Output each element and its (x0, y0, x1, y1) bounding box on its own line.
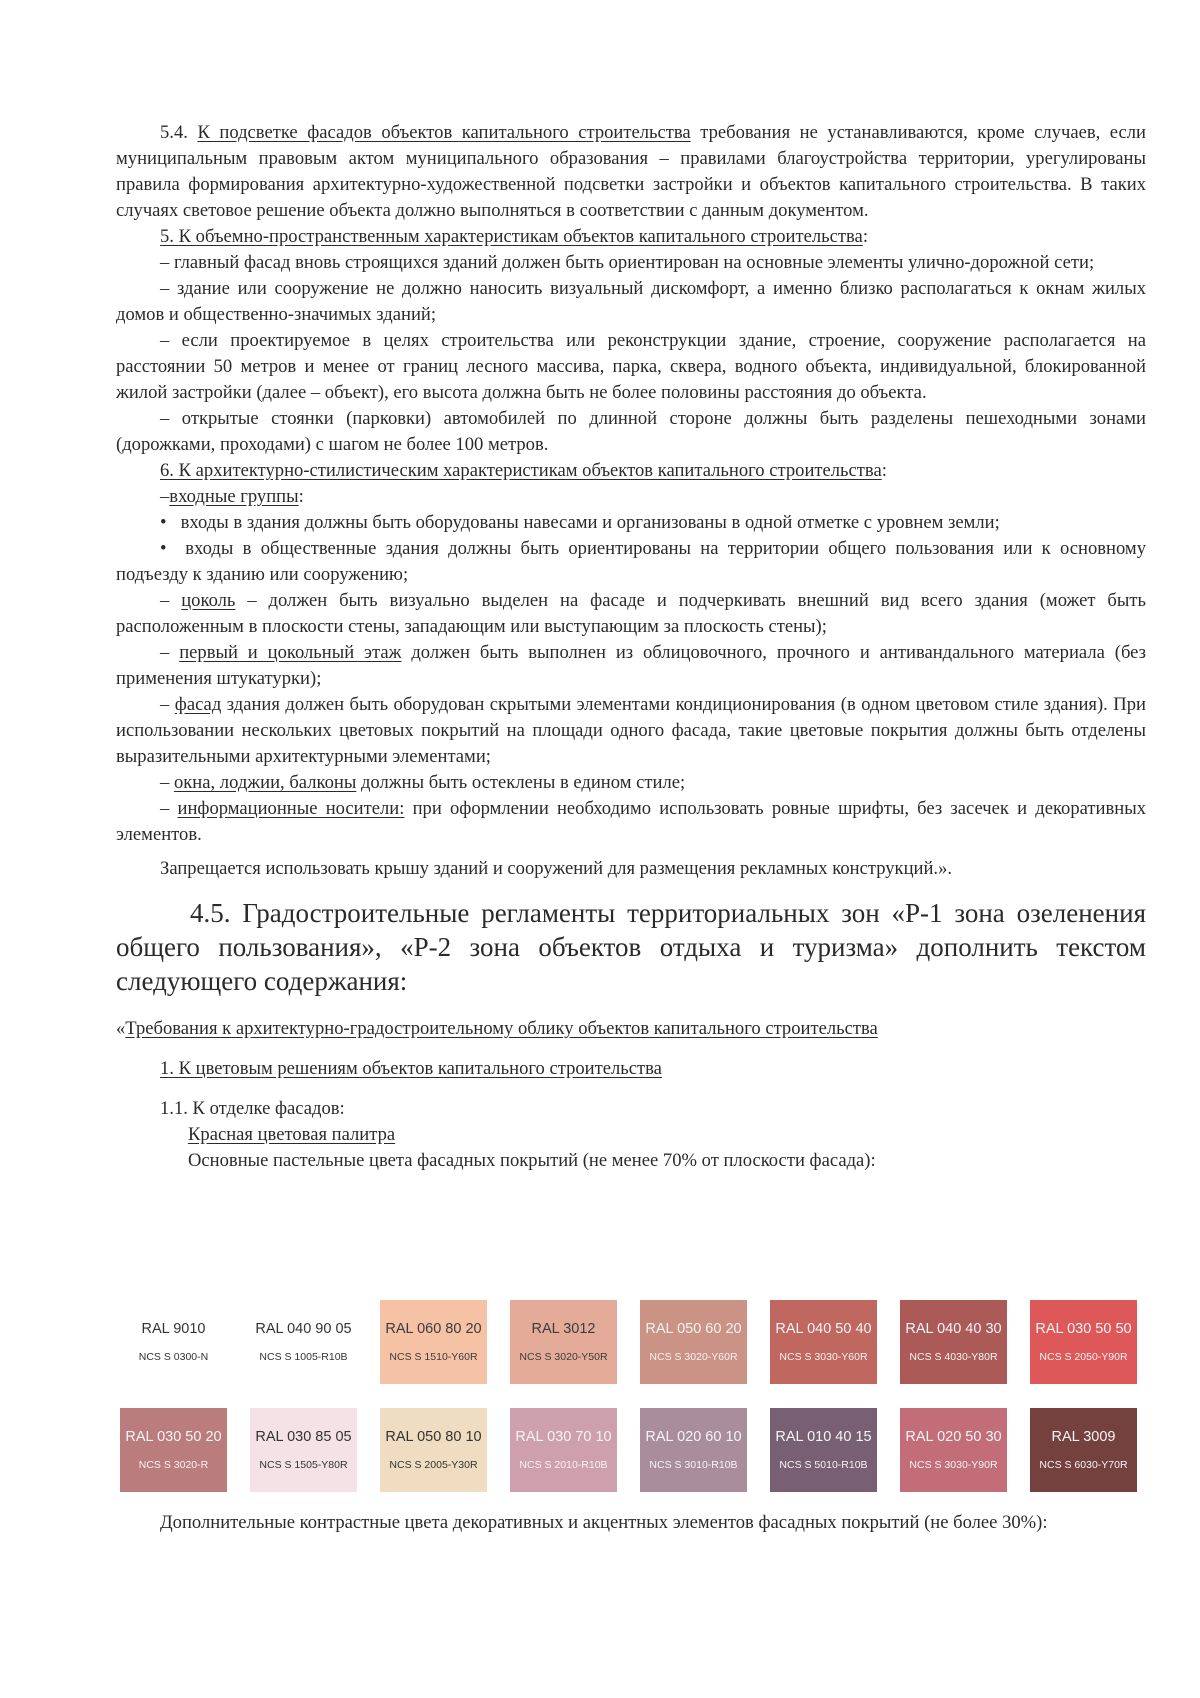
section-5-4-lead: К подсветке фасадов объектов капитального строительства (197, 122, 691, 143)
color-swatch (250, 1408, 357, 1492)
bullet-item (116, 536, 1146, 588)
swatch-ncs-code: NCS S 1505-Y80R (259, 1459, 348, 1471)
entrance-groups-dash: – (160, 486, 170, 507)
entrance-groups (116, 484, 1146, 510)
section-6-item (116, 588, 1146, 640)
section-5-4-number: 5.4. (160, 122, 188, 143)
section-6-heading-colon: : (881, 460, 887, 481)
section-5-4 (116, 120, 1146, 224)
section-6-item (116, 692, 1146, 770)
item-dash: – (160, 772, 170, 793)
swatch-ral-code: RAL 060 80 20 (385, 1321, 482, 1337)
swatch-row-2 (120, 1408, 1140, 1492)
swatch-ncs-code: NCS S 4030-Y80R (909, 1351, 998, 1363)
color-swatch (640, 1408, 747, 1492)
item-dash: – (160, 642, 170, 663)
requirements-quote: « (116, 1018, 126, 1039)
section-5-item: – главный фасад вновь строящихся зданий должен быть ориентирован на основные элементы улично-дорожной сети; (160, 252, 1095, 273)
item-text: здания должен быть оборудован скрытыми элементами кондиционирования (в одном цветовом стиле здания). При использовании нескольких цветовых покрытий на площади одного фасада, такие цветовые покрытия должны быть отделены выразительными архитектурными элементами; (116, 694, 1146, 767)
swatch-ral-code: RAL 030 70 10 (515, 1429, 612, 1445)
color-swatch (1030, 1300, 1137, 1384)
swatch-ral-code: RAL 010 40 15 (775, 1429, 872, 1445)
section-5-heading (116, 224, 1146, 250)
swatch-ral-code: RAL 040 90 05 (255, 1321, 352, 1337)
prohibition-text: Запрещается использовать крышу зданий и сооружений для размещения рекламных конструкций.». (160, 858, 953, 879)
extra-colors-caption: Дополнительные контрастные цвета декоративных и акцентных элементов фасадных покрытий (не более 30%): (160, 1512, 1048, 1533)
bullet-text: входы в здания должны быть оборудованы навесами и организованы в одной отметке с уровнем земли; (180, 512, 1000, 533)
document-body (116, 120, 1146, 1174)
entrance-groups-label: входные группы (169, 486, 299, 507)
color-swatch (1030, 1408, 1137, 1492)
swatch-row-1 (120, 1300, 1140, 1384)
swatch-ral-code: RAL 020 50 30 (905, 1429, 1002, 1445)
palette-title-text: Красная цветовая палитра (188, 1124, 396, 1145)
color-swatch (900, 1300, 1007, 1384)
color-swatch (380, 1408, 487, 1492)
swatch-ncs-code: NCS S 3020-Y50R (519, 1351, 608, 1363)
section-6-item (116, 640, 1146, 692)
swatch-ncs-code: NCS S 3030-Y90R (909, 1459, 998, 1471)
section-6-heading (116, 458, 1146, 484)
swatch-ral-code: RAL 030 50 20 (125, 1429, 222, 1445)
swatch-ncs-code: NCS S 2050-Y90R (1039, 1351, 1128, 1363)
color-solutions-heading-text: 1. К цветовым решениям объектов капитального строительства (160, 1058, 662, 1079)
swatch-ral-code: RAL 030 85 05 (255, 1429, 352, 1445)
bullet-icon: • (160, 538, 167, 559)
color-swatch (380, 1300, 487, 1384)
basic-colors-caption: Основные пастельные цвета фасадных покрытий (не менее 70% от плоскости фасада): (188, 1150, 876, 1171)
swatch-ncs-code: NCS S 1510-Y60R (389, 1351, 478, 1363)
item-text: должен быть выполнен из облицовочного, прочного и антивандального материала (без применения штукатурки); (116, 642, 1146, 689)
bullet-icon: • (160, 512, 167, 533)
swatch-ncs-code: NCS S 2010-R10B (519, 1459, 608, 1471)
swatch-ncs-code: NCS S 1005-R10B (259, 1351, 348, 1363)
palette-title (116, 1122, 1146, 1148)
swatch-ral-code: RAL 3012 (531, 1321, 596, 1337)
item-text: при оформлении необходимо использовать ровные шрифты, без засечек и декоративных элементов. (116, 798, 1146, 845)
requirements-heading (116, 1016, 1146, 1042)
item-term: цоколь (181, 590, 236, 611)
color-swatch (770, 1300, 877, 1384)
section-6-heading-text: 6. К архитектурно-стилистическим характеристикам объектов капитального строительства (160, 460, 882, 481)
section-4-5-heading: 4.5. Градостроительные регламенты территориальных зон «Р-1 зона озеленения общего пользования», «Р-2 зона объектов отдыха и туризма» дополнить текстом следующего содержания: (116, 898, 1146, 996)
color-solutions-heading (116, 1056, 1146, 1082)
swatch-ncs-code: NCS S 3010-R10B (649, 1459, 738, 1471)
item-text: должны быть остеклены в едином стиле; (356, 772, 686, 793)
swatch-ral-code: RAL 050 60 20 (645, 1321, 742, 1337)
swatch-ral-code: RAL 020 60 10 (645, 1429, 742, 1445)
color-swatch (640, 1300, 747, 1384)
swatch-ral-code: RAL 040 40 30 (905, 1321, 1002, 1337)
swatch-ncs-code: NCS S 5010-R10B (779, 1459, 868, 1471)
item-term: окна, лоджии, балконы (173, 772, 357, 793)
color-swatch (120, 1408, 227, 1492)
section-5-heading-colon: : (862, 226, 868, 247)
swatch-ral-code: RAL 050 80 10 (385, 1429, 482, 1445)
item-text: – должен быть визуально выделен на фасаде и подчеркивать внешний вид всего здания (может быть расположенным в плоскости стены, западающим или выступающим за плоскость стены); (116, 590, 1146, 637)
document-tail (116, 1510, 1146, 1536)
item-dash: – (160, 694, 170, 715)
color-swatch (510, 1408, 617, 1492)
color-swatch (900, 1408, 1007, 1492)
swatch-ncs-code: NCS S 3020-R (138, 1459, 209, 1471)
color-swatch (120, 1300, 227, 1384)
section-5-item: – если проектируемое в целях строительства или реконструкции здание, строение, сооружение располагается на расстоянии 50 метров и менее от границ лесного массива, парка, сквера, водного объекта, индивидуальной, блокированной жилой застройки (далее – объект), его высота должна быть не более половины расстояния до объекта. (116, 330, 1146, 403)
swatch-ncs-code: NCS S 2005-Y30R (389, 1459, 478, 1471)
section-6-item (116, 770, 1146, 796)
item-term: информационные носители: (177, 798, 405, 819)
swatch-ncs-code: NCS S 0300-N (138, 1351, 209, 1363)
color-swatch (510, 1300, 617, 1384)
color-swatch (770, 1408, 877, 1492)
facade-finishing-heading: 1.1. К отделке фасадов: (160, 1098, 345, 1119)
swatch-ral-code: RAL 3009 (1051, 1429, 1116, 1445)
section-5-item: – открытые стоянки (парковки) автомобилей по длинной стороне должны быть разделены пешеходными зонами (дорожками, проходами) с шагом не более 100 метров. (116, 408, 1146, 455)
color-swatch (250, 1300, 357, 1384)
section-5-item: – здание или сооружение не должно наносить визуальный дискомфорт, а именно близко располагаться к окнам жилых домов и общественно-значимых зданий; (116, 278, 1146, 325)
bullet-item (116, 510, 1146, 536)
item-dash: – (160, 798, 170, 819)
swatch-ncs-code: NCS S 3020-Y60R (649, 1351, 738, 1363)
swatch-ral-code: RAL 030 50 50 (1035, 1321, 1132, 1337)
swatch-ral-code: RAL 9010 (141, 1321, 206, 1337)
section-6-item (116, 796, 1146, 848)
item-term: первый и цокольный этаж (179, 642, 402, 663)
section-5-4-text: требования не устанавливаются, кроме случаев, если муниципальным правовым актом муниципального образования – правилами благоустройства территории, урегулированы правила формирования архитектурно-художественной подсветки застройки и объектов капитального строительства. В таких случаях световое решение объекта должно выполняться в соответствии с данным документом. (116, 122, 1146, 221)
item-dash: – (160, 590, 170, 611)
item-term: фасад (174, 694, 222, 715)
section-5-heading-text: 5. К объемно-пространственным характеристикам объектов капитального строительства (160, 226, 863, 247)
swatch-ral-code: RAL 040 50 40 (775, 1321, 872, 1337)
requirements-heading-text: Требования к архитектурно-градостроительному облику объектов капитального строительства (125, 1018, 878, 1039)
bullet-text: входы в общественные здания должны быть ориентированы на территории общего пользования или к основному подъезду к зданию или сооружению; (116, 538, 1146, 585)
entrance-groups-colon: : (298, 486, 304, 507)
swatch-ncs-code: NCS S 6030-Y70R (1039, 1459, 1128, 1471)
swatch-ncs-code: NCS S 3030-Y60R (779, 1351, 868, 1363)
